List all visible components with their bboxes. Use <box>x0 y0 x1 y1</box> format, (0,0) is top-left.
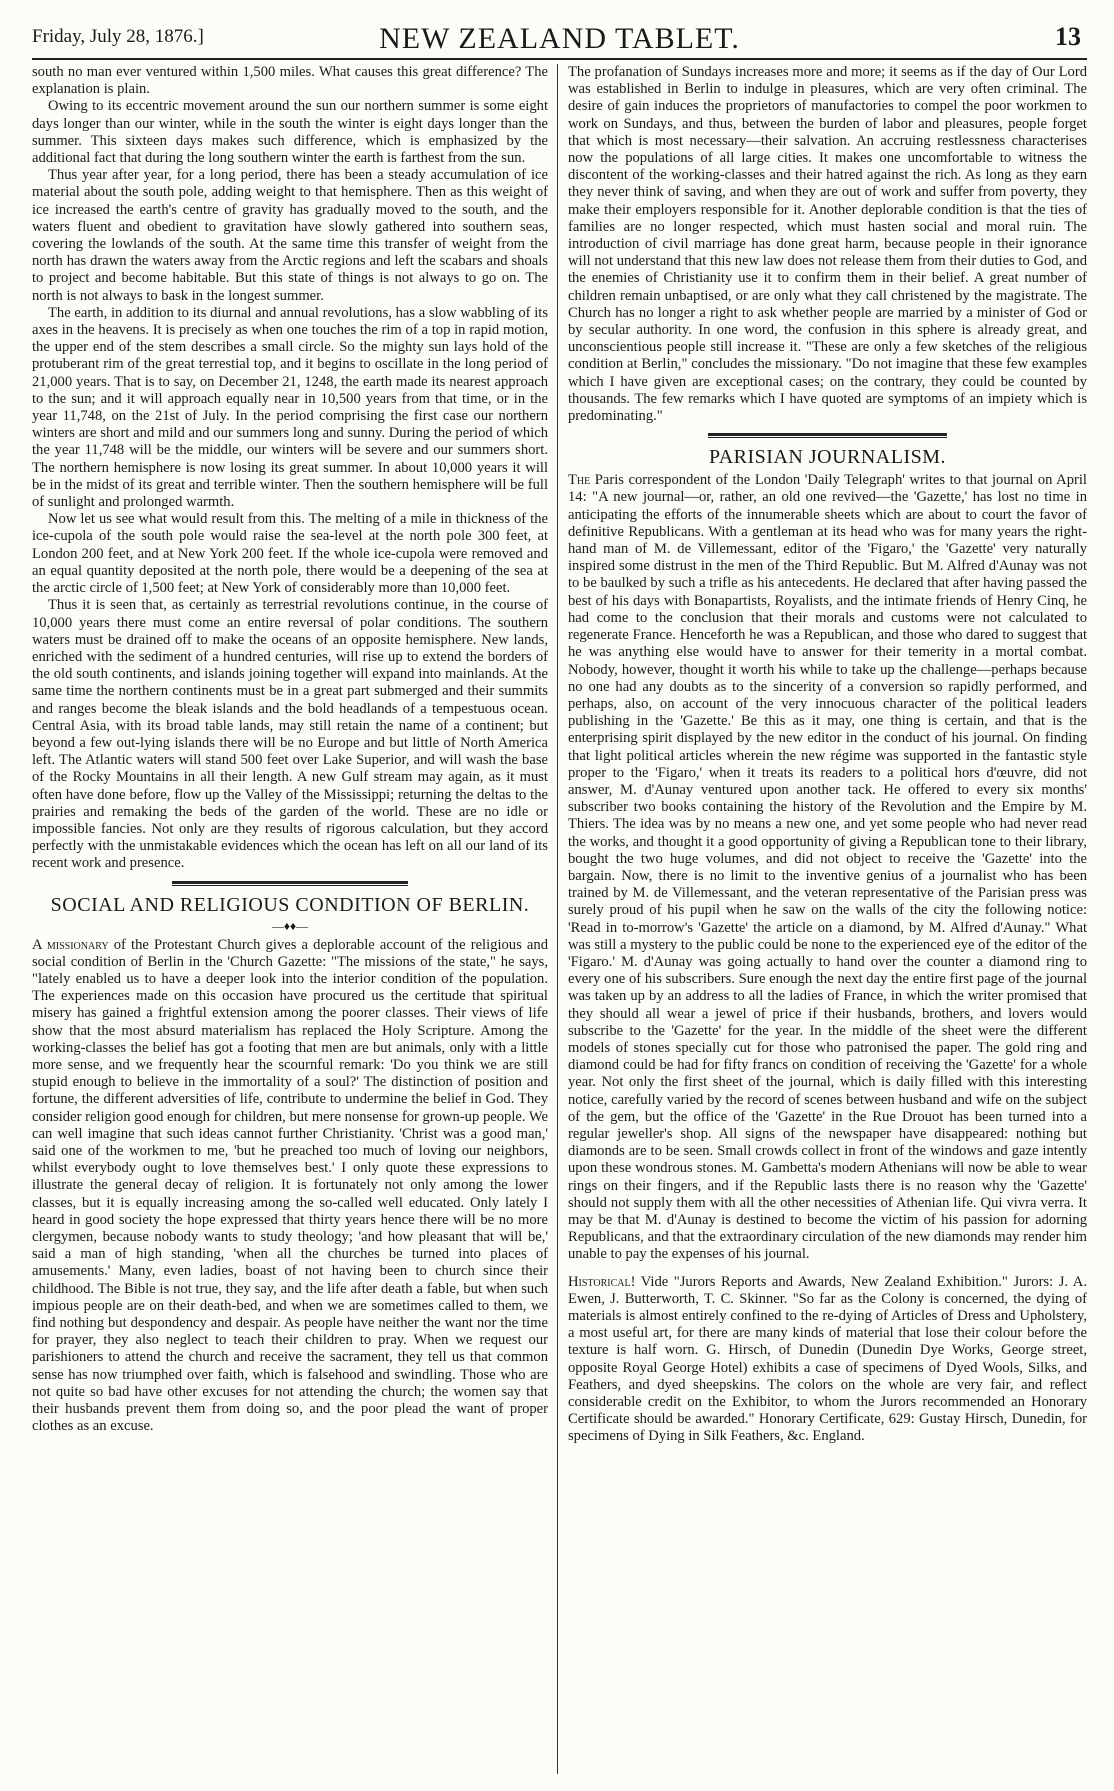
parisian-journalism-heading: PARISIAN JOURNALISM. <box>708 446 947 469</box>
right-column <box>568 64 1087 1778</box>
paragraph: The earth, in addition to its diurnal and annual revolutions, has a slow wabbling of its axes in the heavens. It is precisely as when one touches the rim of a top in rapid motion, the upper end of the stem describes a small circle. So the mighty sun lays hold of the protuberant rim of the great terrestial top, and it begins to oscillate in the long period of 21,000 years. That is to say, on December 21, 1248, the earth made its nearest approach to the sun; and it will approach equally near in 10,500 years from that time, or in the year 11,748, on the 21st of July. In the period comprising the first case our northern winters are short and mild and our summers long and sunny. During the period of which the year 11,748 will be the middle, our winters will be severe and our summers short. The northern hemisphere is now losing its great summer. In about 10,000 years it will be in the midst of its great and terrible winter. Then the southern hemisphere will be full of sunlight and prolonged warmth. <box>32 304 548 511</box>
issue-date: Friday, July 28, 1876.] <box>32 26 204 47</box>
paragraph-text: of the Protestant Church gives a deplorable account of the religious and social condition of Berlin in the 'Church Gazette: "The missions of the state," he says, "lately enabled us to have a deeper look into the interior condition of the population. The experiences made on this occasion have procured us the certitude that spiritual misery has gained a frightful extension among the poorer classes. Their views of life show that the most absurd materialism has replaced the Holy Scripture. Among the working-classes the belief has got a footing that men are but animals, only with a little more sense, and we frequently hear the scournful remark: 'Do you think we are still stupid enough to believe in the immortality of a soul?' The distinction of position and fortune, the different adversities of life, contribute to undermine the belief in God. They consider religion good enough for children, but mere nonsense for grown-up people. We can well imagine that such ideas cannot further Christianity. 'Christ was a good man,' said one of the workmen to me, 'but he preached too much of loving our neighbors, whilst everybody ought to love themselves best.' I only quote these expressions to illustrate the general decay of religion. It is fortunately not only among the lower classes, but it is equally increasing among the so-called well educated. Only lately I heard in good society the hope expressed that thirty years hence there will be no more clergymen, because nobody wants to study theology; 'and how pleasant that will be,' said a man of high standing, 'when all the churches be turned into places of amusements.' Many, even ladies, boast of not having been to church since their childhood. The Bible is not true, they say, and the life after death a fable, but when such impious people are on their death-bed, and when we are sometimes called to them, we find nothing but despondency and despair. As people have neither the want nor the time for prayer, they also neglect to teach their children to pray. When we request our parishioners to attend the church and receive the sacrament, they tell us that common sense has now triumphed over faith, which is falsehood and swindling. Those who are not quite so bad have other excuses for not attending the church; the women say that their husbands prevent them from doing so, and the poor plead the want of proper clothes as an excuse. <box>32 936 548 1435</box>
paragraph-text: Paris correspondent of the London 'Daily Telegraph' writes to that journal on April 14: "A new journal—or, rather, an old one revived—the 'Gazette,' has lost no time in anticipating the efforts of the innumerable sheets which are about to court the favor of definitive Republicans. With a gentleman at its head who was for many years the right-hand man of M. de Villemessant, editor of the 'Figaro,' the 'Gazette' very naturally inspired some distrust in the men of the Third Republic. But M. Alfred d'Aunay was not to be baulked by such a trifle as his antecedents. He declared that after having passed the best of his days with Bonapartists, Royalists, and the intimate friends of Henry Cinq, he had come to the conclusion that their morals and customs were not calculated to regenerate France. Henceforth he was a Republican, and those who dared to suggest that he was anything else would have to answer for their temerity in a mortal combat. Nobody, however, thought it worth his while to take up the challenge—perhaps because no one had any doubts as to the sincerity of a conversion so rapidly performed, and perhaps, also, on account of the very innocuous character of the political leaders publishing in the 'Gazette.' Be this as it may, one thing is certain, and that is the enterprising spirit displayed by the new editor in the conduct of his journal. On finding that light political articles wherein the new régime was supported in the fantastic style proper to the 'Figaro,' when it treats its readers to a political hors d'œuvre, did not answer, M. d'Aunay ventured upon another tack. He offered to every six months' subscriber two books containing the history of the Revolution and the Empire by M. Thiers. The idea was by no means a new one, and yet some people who had never read the works, and thought it a good opportunity of giving a Republican tone to their library, bought the two huge volumes, and did not object to receive the 'Gazette' into the bargain. Now, there is no limit to the inventive genius of a journalist who has been trained by M. de Villemessant, and the veteran representative of the Parisian press was surely proud of his pupil when he saw on the walls of the city the following notice: 'Read in to-morrow's 'Gazette' the article on a diamond, by M. Alfred d'Aunay." What was still a mystery to the public could be none to the experienced eye of the editor of the 'Figaro.' M. d'Aunay was going actually to hand over the counter a diamond ring to every one of his subscribers. Sure enough the next day the entire first page of the journal was taken up by an address to all the ladies of France, in which the writer promised that they should all wear a jewel of price if their husbands, brothers, and lovers would subscribe to the 'Gazette' for the year. In the middle of the sheet were the different models of stones specially cut for those who patronised the paper. The gold ring and diamond could be had for fifty francs on condition of receiving the 'Gazette' for a whole year. Not only the first sheet of the journal, which is daily filled with this interesting notice, carefully varied by the record of scenes between husband and wife on the subject of the gem, but the office of the 'Gazette' in the Rue Drouot has been turned into a regular jeweller's shop. All signs of the newspaper have disappeared: nothing but diamonds are to be seen. Small crowds collect in front of the windows and gaze intently upon these wondrous stones. M. Gambetta's modern Athenians will now be able to wear rings on their fingers, and if the Republic lasts there is no reason why the 'Gazette' should not supply them with all the other necessities of Athenian life. Qui vivra verra. It may be that M. d'Aunay is destined to become the victim of his passion for adorning Republicans, and that the extraordinary circulation of the new diamonds may render him unable to pay the expenses of his journal. <box>568 472 1087 1263</box>
masthead <box>32 6 1087 60</box>
lead-in: Historical! <box>568 1273 636 1290</box>
paragraph <box>568 472 1087 1263</box>
advertisement-notice <box>568 1274 1087 1446</box>
column-divider <box>557 64 558 1774</box>
lead-in: A missionary <box>32 936 109 953</box>
page-number: 13 <box>1055 22 1081 51</box>
paragraph-text: Vide "Jurors Reports and Awards, New Zealand Exhibition." Jurors: J. A. Ewen, J. Butterworth, T. C. Skinner. "So far as the Colony is concerned, the dying of materials is almost entirely confined to the re-dying of Articles of Dress and Upholstery, a most useful art, for there are many kinds of material that lose their colour before the texture is half worn. G. Hirsch, of Dunedin (Dunedin Dye Works, George street, opposite Royal George Hotel) exhibits a case of specimens of Dyed Wools, Silks, and Feathers, and dyed sheepskins. The colors on the whole are very fair, and reflect considerable credit on the Exhibitor, to whom the Jurors recommended an Honorary Certificate should be awarded." Honorary Certificate, 629: Gustay Hirsch, Dunedin, for specimens of Dying in Silk Feathers, &c. England. <box>568 1273 1087 1445</box>
paragraph: Thus year after year, for a long period, there has been a steady accumulation of ice material about the south pole, adding weight to that hemisphere. Then as this weight of ice increased the earth's centre of gravity has gradually moved to the south, and the waters fluent and obedient to gravitation have slowly gathered into southern seas, covering the lowlands of the south. At the same time this transfer of weight from the north has drawn the waters away from the Arctic regions and left the scabars and shoals to project and become habitable. But this state of things is not always to go on. The north is not always to bask in the longest summer. <box>32 167 548 304</box>
paragraph: Thus it is seen that, as certainly as terrestrial revolutions continue, in the course of 10,000 years there must come an entire reversal of polar conditions. The southern waters must be drained off to make the oceans of an opposite hemisphere. New lands, enriched with the sediment of a hundred centuries, will rise up to extend the borders of the old south continents, and islands joining together will expand into mainlands. At the same time the northern continents must be in a great part submerged and their summits and ranges become the bleak islands and the bold headlands of a tempestuous ocean. Central Asia, with its broad table lands, may still retain the name of a continent; but beyond a few out-lying islands there will be no Europe and but little of North America left. The Atlantic waters will stand 500 feet over Lake Superior, and will wash the base of the Rocky Mountains in all their length. A new Gulf stream may again, as it must often have done before, flow up the Valley of the Mississippi; returning the deltas to the prairies and remaking the beds of the garden of the world. These are no idle or impossible fancies. Not only are they results of rigorous calculation, but they accord perfectly with the unmistakable evidences which the ocean has left on all our land of its recent work and presence. <box>32 597 548 872</box>
section-rule <box>172 881 408 884</box>
berlin-article-heading: SOCIAL AND RELIGIOUS CONDITION OF BERLIN. <box>50 893 530 916</box>
paragraph: The profanation of Sundays increases more and more; it seems as if the day of Our Lord was established in Berlin to indulge in pleasures, which are very often criminal. The desire of gain induces the proprietors of manufactories to compel the poor workmen to work on Sundays, and thus, between the burden of labor and pleasures, people forget that which is most necessary—their salvation. An accruing restlessness characterises now the populations of all large cities. It makes one uncomfortable to witness the discontent of the working-classes and their hatred against the rich. As long as they earn they never think of saving, and when they are out of work and suffer from poverty, they make their employers responsible for it. Another deplorable condition is that the ties of families are no longer respected, which must hasten social and moral ruin. The introduction of civil marriage has done great harm, because people in their ignorance will not understand that this new law does not release them from their duties to God, and the enemies of Christianity use it to confirm them in their belief. A great number of children remain unbaptised, or are only what they call christened by the magistrate. The Church has no longer a right to ask whether people are married by a minister of God or by secular authority. In one word, the confusion in this sphere is already great, and unconscientious people still increase it. "These are only a few sketches of the religious condition at Berlin," concludes the missionary. "Do not imagine that these few examples which I have given are exceptional cases; on the contrary, they could be counted by thousands. The few remarks which I have quoted are symptoms of an impiety which is predominating." <box>568 64 1087 425</box>
section-rule <box>708 437 947 438</box>
paragraph: south no man ever ventured within 1,500 miles. What causes this great difference? The explanation is plain. <box>32 64 548 98</box>
paragraph: Owing to its eccentric movement around the sun our northern summer is some eight days longer than our winter, while in the south the winter is eight days longer than the summer. This sixteen days makes such difference, which is emphasized by the additional fact that during the long southern winter the earth is farthest from the sun. <box>32 98 548 167</box>
lead-in: The <box>568 472 591 489</box>
newspaper-title: NEW ZEALAND TABLET. <box>379 22 740 55</box>
left-column <box>32 64 548 1778</box>
ornament: —♦♦— <box>271 918 309 933</box>
paragraph <box>32 937 548 1436</box>
section-rule <box>708 433 947 436</box>
paragraph: Now let us see what would result from this. The melting of a mile in thickness of the ice-cupola of the south pole would raise the sea-level at the north pole 300 feet, at London 200 feet, and at New York 200 feet. If the whole ice-cupola were removed and an equal quantity deposited at the north pole, there would be a deepening of the sea at the arctic circle of 1,500 feet; at New York of considerably more than 10,000 feet. <box>32 511 548 597</box>
section-rule <box>172 885 408 886</box>
